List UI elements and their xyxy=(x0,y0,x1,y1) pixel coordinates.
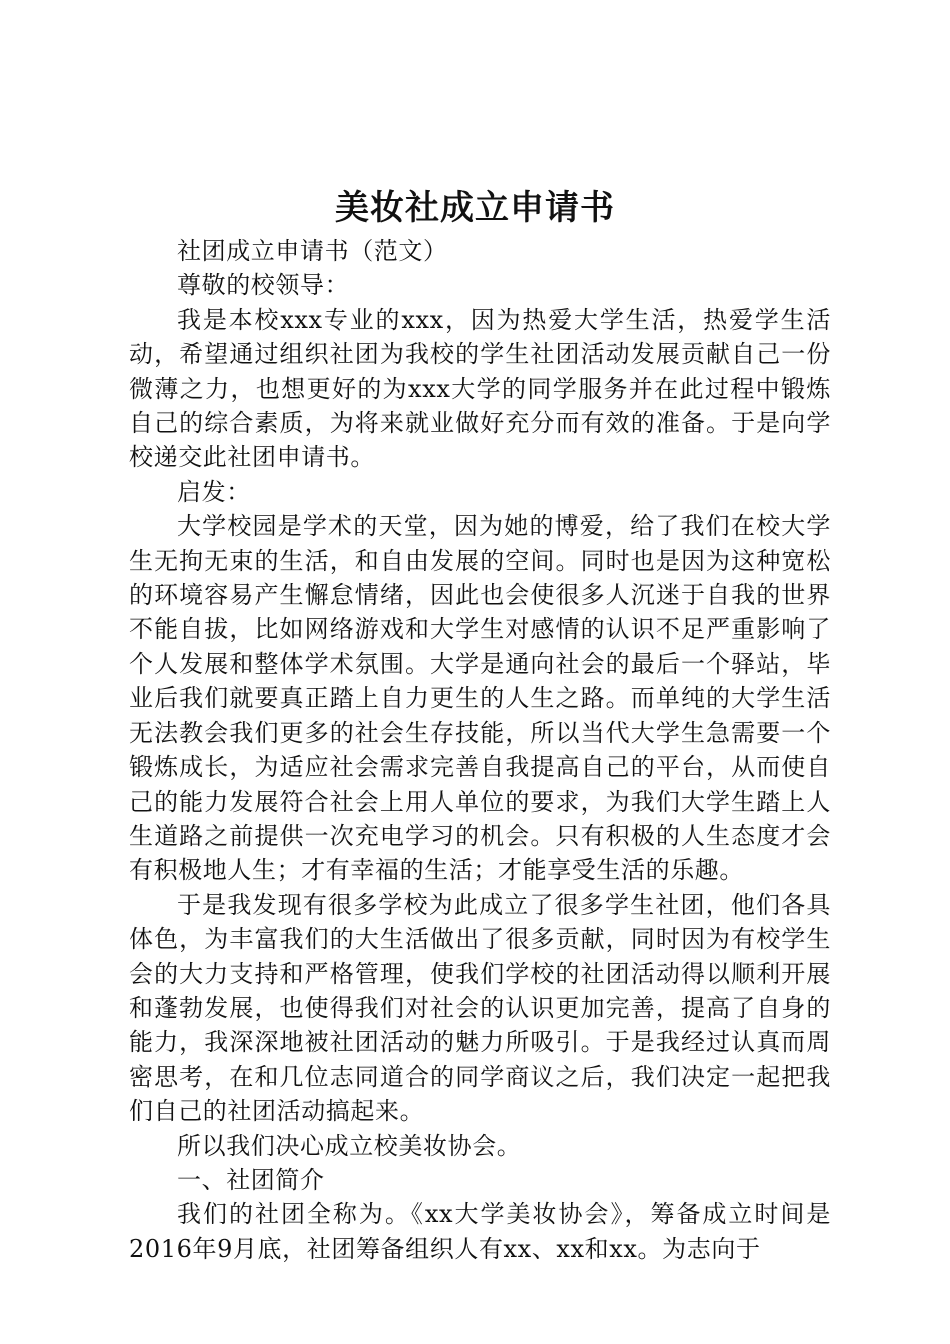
paragraph-discovery: 于是我发现有很多学校为此成立了很多学生社团，他们各具体色，为丰富我们的大生活做出了很多贡献，同时因为有校学生会的大力支持和严格管理，使我们学校的社团活动得以顺利开展和蓬勃发展，也使得我们对社会的认识更加完善，提高了自身的能力，我深深地被社团活动的魅力所吸引。于是我经过认真而周密思考，在和几位志同道合的同学商议之后，我们决定一起把我们自己的社团活动搞起来。 xyxy=(129,890,831,1126)
paragraph-salutation: 尊敬的校领导： xyxy=(177,271,350,300)
document-title: 美妆社成立申请书 xyxy=(335,188,615,228)
paragraph-inspiration: 大学校园是学术的天堂，因为她的博爱，给了我们在校大学生无拘无束的生活，和自由发展的空间。同时也是因为这种宽松的环境容易产生懈怠情绪，因此也会使很多人沉迷于自我的世界不能自拔，比如网络游戏和大学生对感情的认识不足严重影响了个人发展和整体学术氛围。大学是通向社会的最后一个驿站，毕业后我们就要真正踏上自力更生的人生之路。而单纯的大学生活无法教会我们更多的社会生存技能，所以当代大学生急需要一个锻炼成长，为适应社会需求完善自我提高自己的平台，从而使自己的能力发展符合社会上用人单位的要求，为我们大学生踏上人生道路之前提供一次充电学习的机会。只有积极的人生态度才会有积极地人生；才有幸福的生活；才能享受生活的乐趣。 xyxy=(129,512,831,885)
paragraph-intro: 我是本校xxx专业的xxx，因为热爱大学生活，热爱学生活动，希望通过组织社团为我校的学生社团活动发展贡献自己一份微薄之力，也想更好的为xxx大学的同学服务并在此过程中锻炼自己的综合素质，为将来就业做好充分而有效的准备。于是向学校递交此社团申请书。 xyxy=(129,305,831,472)
paragraph-heading-inspiration: 启发： xyxy=(177,477,251,506)
paragraph-decision: 所以我们决心成立校美妆协会。 xyxy=(177,1131,522,1160)
paragraph-club-intro: 我们的社团全称为。《xx大学美妆协会》，筹备成立时间是2016年9月底，社团筹备组织人有xx、xx和xx。为志向于 xyxy=(129,1200,831,1263)
document-body xyxy=(129,234,831,1266)
paragraph-subtitle: 社团成立申请书（范文） xyxy=(177,237,448,265)
paragraph-heading-intro: 一、社团简介 xyxy=(177,1165,325,1194)
